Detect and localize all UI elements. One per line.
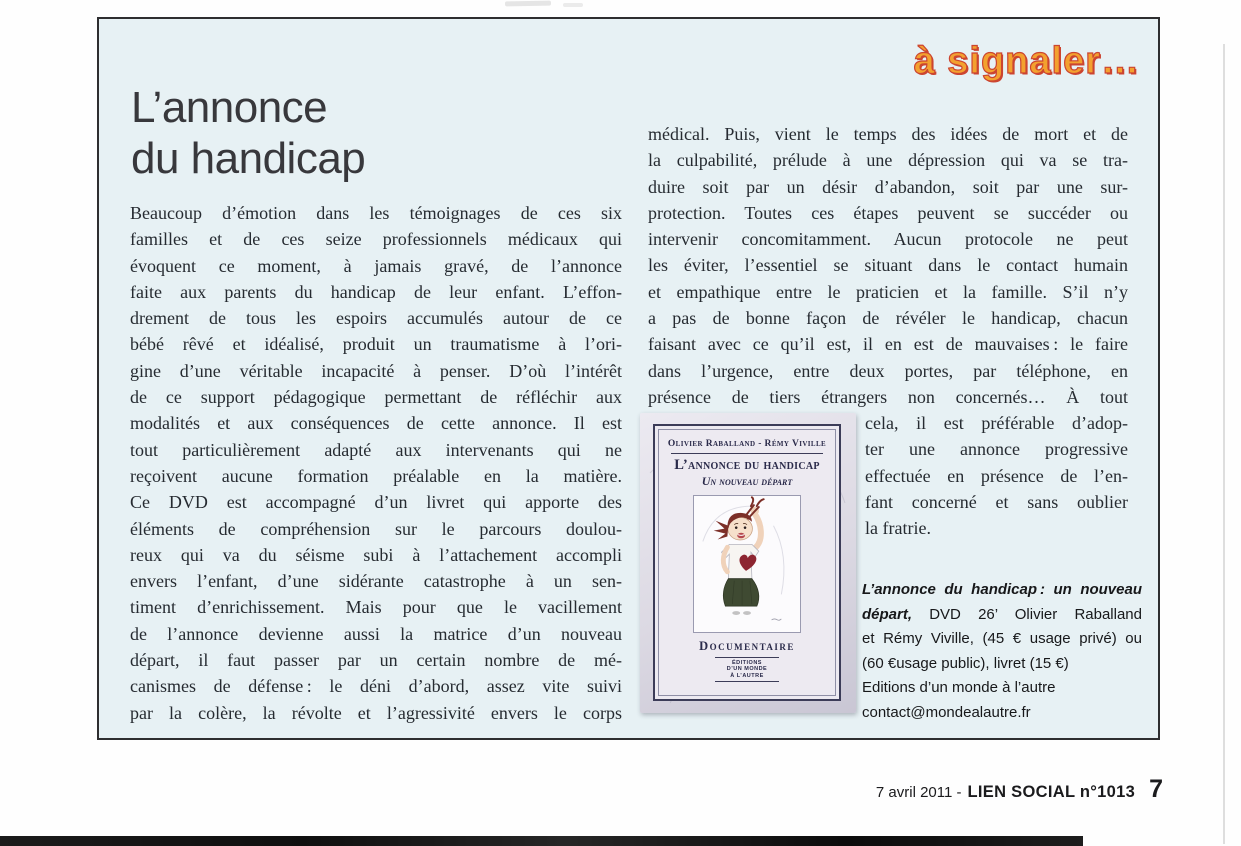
text-line: évoquent ce moment, à jamais gravé, de l’annonce: [130, 255, 622, 276]
text-line: Ce DVD est accompagné d’un livret qui apporte des: [130, 492, 622, 513]
scanner-edge-bar: [0, 836, 1083, 846]
text-line: ter une annonce progressive: [865, 439, 1128, 460]
text-line: protection. Toutes ces étapes peuvent se succéder ou: [648, 202, 1128, 223]
text-line: et empathique entre le praticien et la famille. S’il n’y: [648, 281, 1128, 302]
text-line: effectuée en présence de l’en-: [865, 465, 1128, 486]
article-title-line2: du handicap: [131, 134, 366, 183]
caption-line: [862, 603, 1142, 628]
text-line: bébé rêvé et idéalisé, produit un traumatisme à l’ori-: [130, 334, 622, 355]
text-line: de l’annonce devienne aussi la matrice d’un nouveau: [130, 623, 622, 644]
text-line: de ce support pédagogique permettant de réfléchir aux: [130, 387, 622, 408]
caption-line: [862, 652, 1142, 677]
caption-line: [862, 578, 1142, 603]
article-right-column-wrapped: [865, 410, 1128, 541]
article-title-line1: L’annonce: [131, 83, 328, 132]
article-right-column: [648, 121, 1128, 410]
text-line: Beaucoup d’émotion dans les témoignages de ces six: [130, 203, 622, 223]
scan-smudge: [563, 3, 583, 7]
text-line: cela, il est préférable d’adop-: [865, 413, 1128, 433]
text-line: dans l’urgence, entre deux portes, par téléphone, en: [648, 360, 1128, 381]
a-signaler-label: à signaler…: [913, 40, 1140, 82]
text-line: familles et de ces seize professionnels médicaux qui: [130, 229, 622, 250]
caption-regular-segment: et Rémy Viville, (45 € usage privé) ou: [862, 630, 1142, 648]
text-line: gine d’une véritable incapacité à penser. D’où l’intérêt: [130, 360, 622, 381]
caption-regular-segment: contact@mondealautre.fr: [862, 703, 1031, 721]
caption-line: [862, 676, 1142, 701]
text-line: médical. Puis, vient le temps des idées de mort et de: [648, 124, 1128, 144]
text-line: drement de tous les espoirs accumulés autour de ce: [130, 308, 622, 329]
text-line: faisant avec ce qu’il est, il en est de mauvaises : le faire: [648, 334, 1128, 355]
text-line: canismes de défense : le déni d’abord, assez vite suivi: [130, 676, 622, 697]
footer-page-number: 7: [1149, 775, 1163, 803]
text-line: éléments de compréhension sur le parcours doulou-: [130, 518, 622, 539]
footer-journal-title: LIEN SOCIAL n°1013: [967, 783, 1136, 801]
girl-illustration: [695, 496, 799, 630]
caption-line: [862, 627, 1142, 652]
caption-bold-segment: L’annonce du handicap : un nouveau: [862, 581, 1142, 598]
text-line: modalités et aux conséquences de cette annonce. Il est: [130, 413, 622, 434]
caption-regular-segment: Editions d’un monde à l’autre: [862, 679, 1056, 697]
page-edge-shadow: [1223, 44, 1225, 844]
publisher-logo-line: D’UN MONDE: [726, 666, 768, 672]
page-footer: [876, 775, 1163, 804]
dvd-cover-photo: [640, 413, 856, 713]
text-line: départ, il faut passer par un certain nombre de mé-: [130, 650, 622, 671]
divider-line: [671, 453, 822, 454]
dvd-cover-inner: [658, 429, 836, 696]
publisher-logo: [715, 657, 779, 682]
article-title: [131, 82, 365, 184]
dvd-caption: [862, 578, 1142, 726]
text-line: duire soit par un désir d’abandon, soit par une sur-: [648, 176, 1128, 197]
text-line: la culpabilité, prélude à une dépression qui va se tra-: [648, 150, 1128, 171]
dvd-title: L’annonce du handicap: [674, 457, 820, 473]
dvd-authors: Olivier Raballand - Rémy Viville: [667, 439, 827, 449]
text-line: faite aux parents du handicap de leur enfant. L’effon-: [130, 281, 622, 302]
dvd-illustration-frame: [693, 495, 801, 633]
text-line: a pas de bonne façon de révéler le handicap, chacun: [648, 308, 1128, 329]
caption-regular-segment: DVD 26’ Olivier Raballand: [912, 605, 1142, 623]
text-line: présence de tiers étrangers non concernés… À tout: [648, 386, 1128, 407]
text-line: reux qui va du séisme subi à l’attachement accompli: [130, 544, 622, 565]
dvd-cover: [653, 424, 841, 701]
caption-line: [862, 701, 1142, 726]
text-line: la fratrie.: [865, 518, 931, 539]
caption-regular-segment: (60 €usage public), livret (15 €): [862, 654, 1069, 672]
text-line: par la colère, la révolte et l’agressivité envers le corps: [130, 702, 622, 723]
text-line: timent d’enrichissement. Mais pour que le vacillement: [130, 597, 622, 618]
dvd-subtitle: Un nouveau départ: [701, 474, 793, 488]
footer-date: 7 avril 2011 -: [875, 784, 962, 801]
text-line: intervenir concomitamment. Aucun protocole ne peut: [648, 229, 1128, 250]
publisher-logo-line: ÉDITIONS: [732, 659, 762, 666]
dvd-genre-label: Documentaire: [699, 639, 795, 653]
text-line: envers l’enfant, d’une sidérante catastrophe à un sen-: [130, 571, 622, 592]
text-line: les éviter, l’essentiel se situant dans le contact humain: [648, 255, 1128, 276]
article-left-column: [130, 200, 622, 726]
caption-bold-segment: départ,: [862, 605, 913, 623]
scan-smudge: [505, 1, 551, 7]
text-line: reçoivent aucune formation préalable en la matière.: [130, 465, 622, 486]
text-line: fant concerné et sans oublier: [865, 491, 1128, 512]
publisher-logo-line: À L’AUTRE: [730, 672, 764, 679]
text-line: tout particulièrement adapté aux intervenants qui ne: [130, 439, 622, 460]
